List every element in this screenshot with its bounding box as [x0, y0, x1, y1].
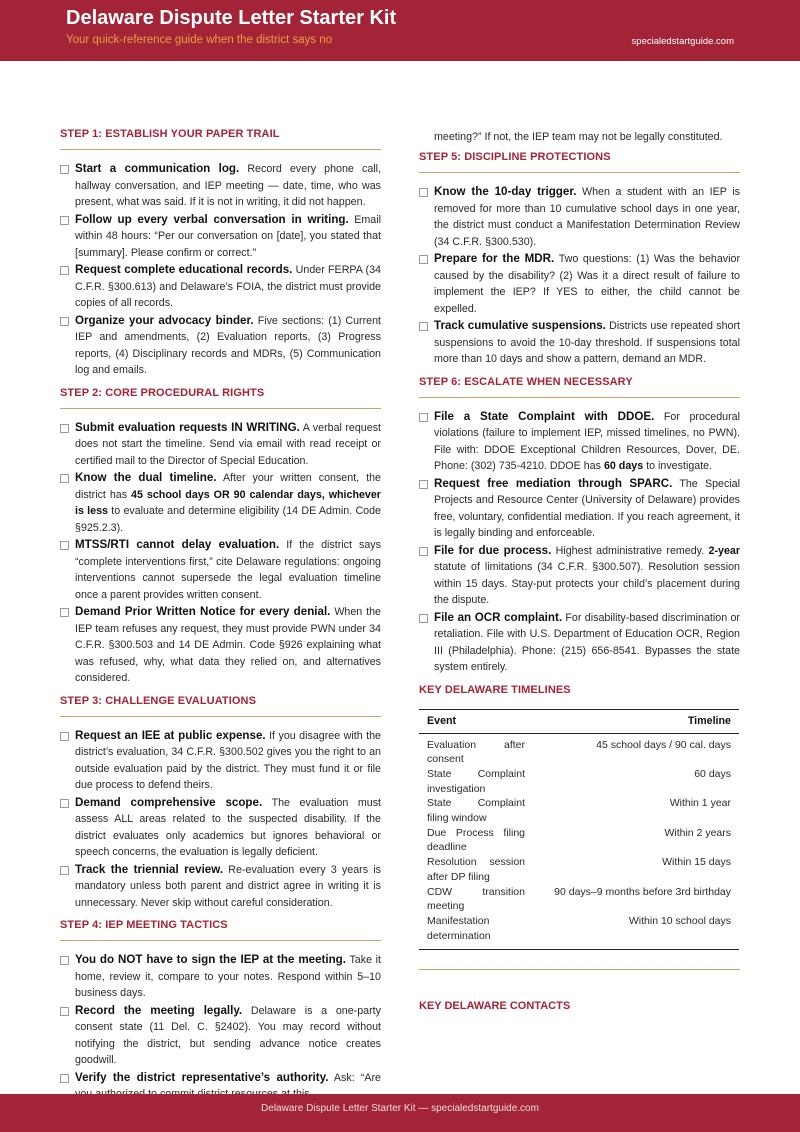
checklist-item: You do NOT have to sign the IEP at the meeting. Take it home, review it, compare to your notes. Respond within 5–10 business days.	[60, 952, 381, 1002]
section-title-step6: STEP 6: ESCALATE WHEN NECESSARY	[419, 376, 740, 398]
document-subtitle: Your quick-reference guide when the district says no	[66, 34, 333, 46]
checkbox[interactable]	[60, 1007, 69, 1016]
section-title-step4: STEP 4: IEP MEETING TACTICS	[60, 919, 381, 941]
checklist-item: Submit evaluation requests IN WRITING. A verbal request does not start the timeline. Send via email with read receipt or certified mail to the Director of Special Education.	[60, 420, 381, 470]
left-column	[60, 128, 381, 1111]
step6-checklist	[419, 409, 740, 676]
checkbox[interactable]	[419, 322, 428, 331]
section-title-contacts: KEY DELAWARE CONTACTS	[419, 1000, 571, 1013]
checklist-item: Prepare for the MDR. Two questions: (1) Was the behavior caused by the disability? (2) Was it a direct result of failure to implement the IEP? If YES to either, the child cannot be expelled.	[419, 251, 740, 317]
event-cell: Due Process filing deadline	[427, 826, 525, 854]
checklist-item: Request an IEE at public expense. If you disagree with the district’s evaluation, 34 C.F.R. §300.502 gives you the right to an outside evaluation paid by the district. They must fund it or file due process to defend theirs.	[60, 728, 381, 794]
checklist-item: Track cumulative suspensions. Districts use repeated short suspensions to avoid the 10-day threshold. If suspensions total more than 10 days and show a pattern, demand an MDR.	[419, 318, 740, 368]
step4-continuation-text: meeting?” If not, the IEP team may not be legally constituted.	[434, 131, 723, 143]
checklist-item: Record the meeting legally. Delaware is a one-party consent state (11 Del. C. §2402). You may record without notifying the district, but sending advance notice creates goodwill.	[60, 1003, 381, 1069]
checkbox[interactable]	[60, 608, 69, 617]
table-row	[419, 885, 739, 914]
event-cell: Evaluation after consent	[427, 738, 525, 766]
step3-checklist	[60, 728, 381, 912]
page-header	[0, 0, 800, 61]
event-cell: CDW transition meeting	[427, 885, 525, 913]
checkbox[interactable]	[60, 317, 69, 326]
timeline-cell: 90 days–9 months before 3rd birthday	[554, 885, 731, 898]
event-cell: Resolution session after DP filing	[427, 856, 525, 883]
checklist-item: Request free mediation through SPARC. The Special Projects and Resource Center (University of Delaware) provides free, voluntary, confidential mediation. If you reach agreement, it is legally binding and enforceable.	[419, 476, 740, 542]
timeline-cell: 60 days	[694, 767, 731, 780]
checklist-item: Verify the district representative’s authority. Ask: “Are	[60, 1070, 381, 1103]
column-header-timeline: Timeline	[525, 709, 739, 733]
step1-checklist	[60, 161, 381, 379]
timelines-table	[419, 709, 739, 951]
header-site-link[interactable]: specialedstartguide.com	[631, 36, 734, 47]
footer-text: Delaware Dispute Letter Starter Kit — specialedstartguide.com	[261, 1103, 539, 1114]
checkbox[interactable]	[419, 547, 428, 556]
section-divider	[419, 969, 740, 970]
checklist-item: Know the 10-day trigger. When a student with an IEP is removed for more than 10 cumulative school days in one year, the district must conduct a Manifestation Determination Review (34 C.F.R. §300.530).	[419, 184, 740, 250]
checkbox[interactable]	[60, 732, 69, 741]
checkbox[interactable]	[419, 614, 428, 623]
checkbox[interactable]	[60, 266, 69, 275]
section-title-timelines: KEY DELAWARE TIMELINES	[419, 683, 571, 696]
checklist-item: MTSS/RTI cannot delay evaluation. If the district says “complete interventions first,” cite Delaware regulations: ongoing interventions cannot supersede the legal evaluation timeline once a parent provides written consent.	[60, 537, 381, 603]
table-row	[419, 855, 739, 884]
section-title-step1: STEP 1: ESTABLISH YOUR PAPER TRAIL	[60, 128, 381, 150]
checkbox[interactable]	[60, 956, 69, 965]
checklist-item: Track the triennial review. Re-evaluation every 3 years is mandatory unless both parent and district agree in writing it is unnecessary. Never skip without careful consideration.	[60, 862, 381, 912]
checkbox[interactable]	[60, 866, 69, 875]
table-row	[419, 796, 739, 825]
checklist-item: File an OCR complaint. For disability-based discrimination or retaliation. File with U.S. Department of Education OCR, Region III (Philadelphia). Phone: (215) 656-8541. Bypasses the state system entirely.	[419, 610, 740, 676]
table-header-row	[419, 709, 739, 733]
checkbox[interactable]	[60, 799, 69, 808]
timeline-cell: Within 15 days	[662, 856, 731, 869]
right-column	[419, 129, 740, 1012]
checklist-item: Follow up every verbal conversation in writing. Email within 48 hours: “Per our conversation on [date], you stated that [summary]. Please confirm or correct.”	[60, 212, 381, 262]
checklist-item: Demand Prior Written Notice for every denial. When the IEP team refuses any request, they must provide PWN under 34 C.F.R. §300.503 and 14 DE Admin. Code §926 explaining what was refused, why, what data they relied on, and alternatives considered.	[60, 604, 381, 687]
checkbox[interactable]	[60, 165, 69, 174]
checklist-item: Start a communication log. Record every phone call, hallway conversation, and IEP meeting — date, time, who was present, what was said. If it is not in writing, it did not happen.	[60, 161, 381, 211]
checklist-item: Organize your advocacy binder. Five sections: (1) Current IEP and amendments, (2) Evaluation reports, (3) Progress reports, (4) Disciplinary records and MDRs, (5) Communication log and emails.	[60, 313, 381, 379]
section-title-step3: STEP 3: CHALLENGE EVALUATIONS	[60, 695, 381, 717]
timeline-cell: Within 1 year	[669, 797, 731, 810]
checkbox[interactable]	[419, 480, 428, 489]
step2-checklist	[60, 420, 381, 687]
table-row	[419, 767, 739, 796]
checkbox[interactable]	[419, 188, 428, 197]
checklist-item: Know the dual timeline. After your written consent, the district has 45 school days OR 90 calendar days, whichever is less to evaluate and determine eligibility (14 DE Admin. Code §925.2.3).	[60, 470, 381, 536]
checkbox[interactable]	[60, 424, 69, 433]
checklist-item: Request complete educational records. Under FERPA (34 C.F.R. §300.613) and Delaware’s FOIA, the district must provide copies of all records.	[60, 262, 381, 312]
section-title-step2: STEP 2: CORE PROCEDURAL RIGHTS	[60, 387, 381, 409]
table-row	[419, 914, 739, 950]
checkbox[interactable]	[60, 474, 69, 483]
table-row	[419, 733, 739, 767]
step4-checklist	[60, 952, 381, 1103]
document-title: Delaware Dispute Letter Starter Kit	[66, 7, 397, 29]
checklist-item: File for due process. Highest administrative remedy. 2-year statute of limitations (34 C.F.R. §300.507). Resolution session within 15 days. Stay-put protects your child’s placement during the dispute.	[419, 543, 740, 609]
page-footer	[0, 1094, 800, 1132]
checkbox[interactable]	[60, 541, 69, 550]
column-header-event: Event	[419, 709, 525, 733]
checkbox[interactable]	[419, 413, 428, 422]
event-cell: State Complaint investigation	[427, 767, 525, 795]
checkbox[interactable]	[419, 255, 428, 264]
checklist-item: File a State Complaint with DDOE. For procedural violations (failure to implement IEP, missed timelines, no PWN). File with: DDOE Exceptional Children Resources, Dover, DE. Phone: (302) 735-4210. DDOE has 60 days to investigate.	[419, 409, 740, 475]
checklist-item: Demand comprehensive scope. The evaluation must assess ALL areas related to the suspected disability. If the district evaluates only academics but ignores behavioral or speech concerns, the evaluation is legally deficient.	[60, 795, 381, 861]
timeline-cell: 45 school days / 90 cal. days	[596, 738, 731, 751]
step5-checklist	[419, 184, 740, 368]
timeline-cell: Within 2 years	[664, 826, 731, 839]
timeline-cell: Within 10 school days	[628, 914, 731, 927]
table-row	[419, 826, 739, 855]
checkbox[interactable]	[60, 1074, 69, 1083]
section-title-step5: STEP 5: DISCIPLINE PROTECTIONS	[419, 151, 740, 173]
checkbox[interactable]	[60, 216, 69, 225]
event-cell: State Complaint filing window	[427, 797, 525, 825]
event-cell: Manifestation determination	[427, 914, 491, 942]
